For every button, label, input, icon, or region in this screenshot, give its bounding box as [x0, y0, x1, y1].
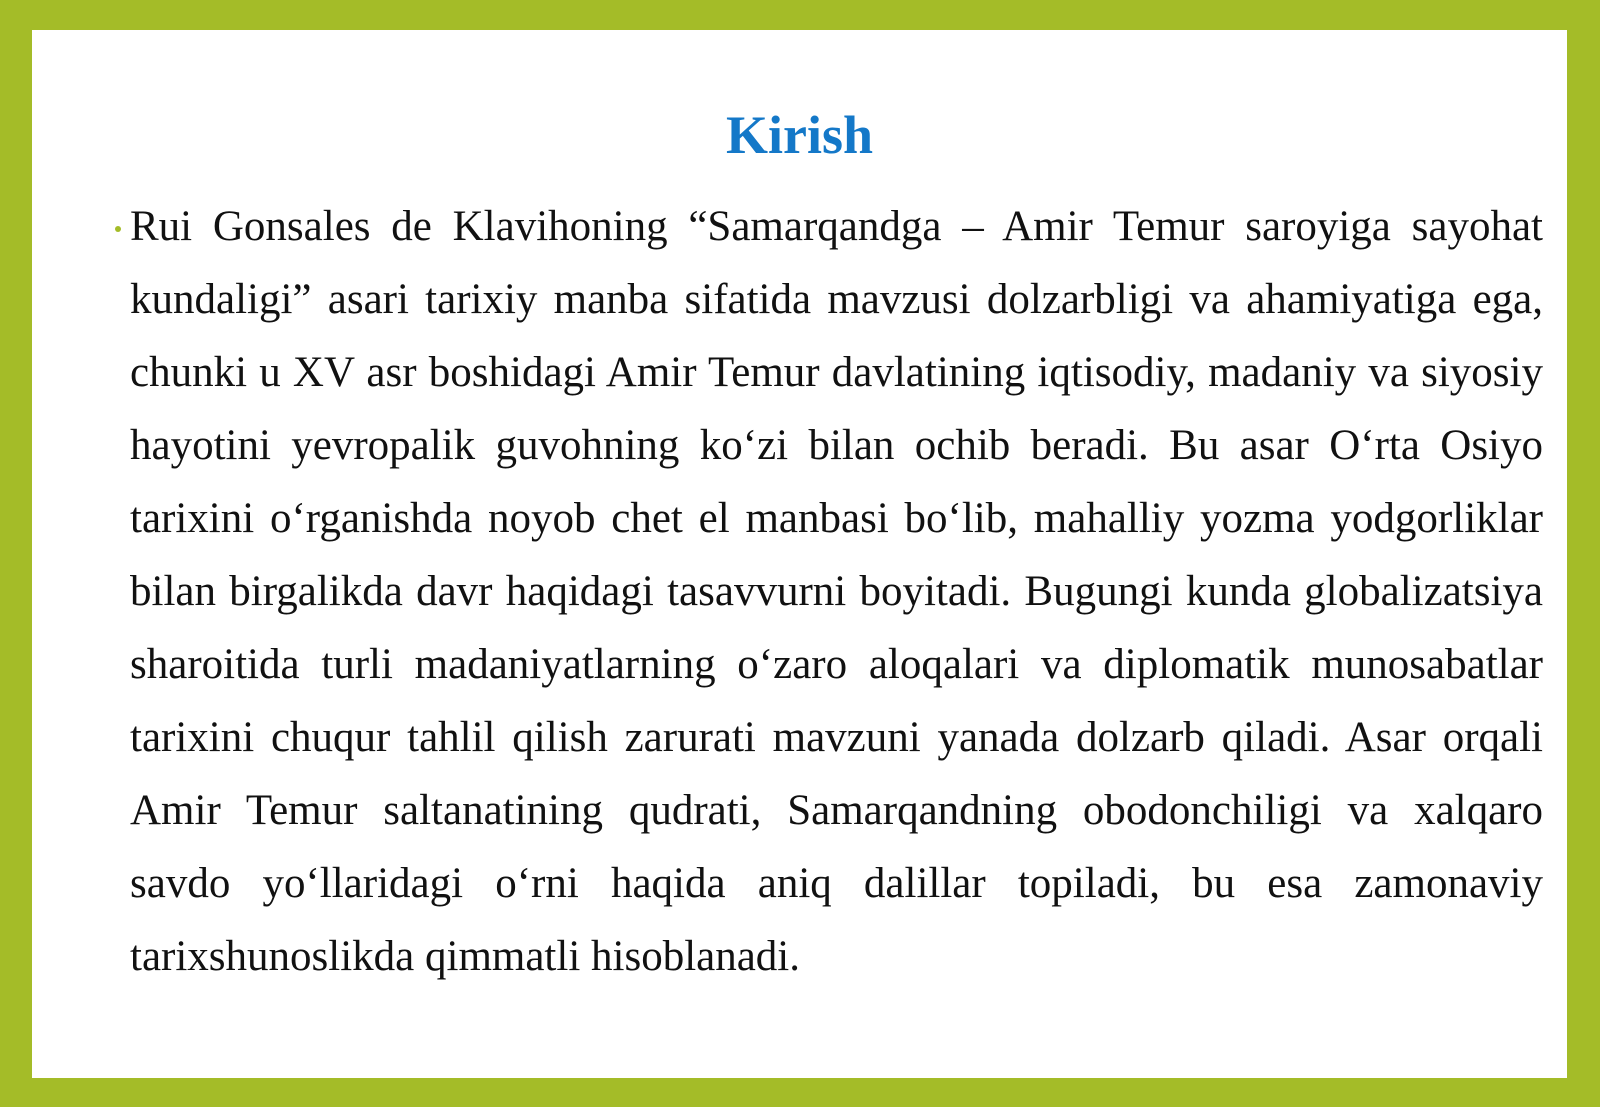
bullet-dot-icon: [115, 226, 121, 232]
bullet-item: [99, 190, 1544, 993]
slide-title: Kirish: [725, 105, 874, 165]
bullet-text: Rui Gonsales de Klavihoning “Samarqandga – Amir Temur saroyiga sayohat kundaligi” asari tarixiy manba sifatida mavzusi dolzarbligi va ahamiyatiga ega, chunki u XV asr boshidagi Amir Temur davlatining iqtisodiy, madaniy va siyosiy hayotini yevropalik guvohning ko‘zi bilan ochib beradi. Bu asar O‘rta Osiyo tarixini o‘rganishda noyob chet el manbasi bo‘lib, mahalliy yozma yodgorliklar bilan birgalikda davr haqidagi tasavvurni boyitadi. Bugungi kunda globalizatsiya sharoitida turli madaniyatlarning o‘zaro aloqalari va diplomatik munosabatlar tarixini chuqur tahlil qilish zarurati mavzuni yanada dolzarb qiladi. Asar orqali Amir Temur saltanatining qudrati, Samarqandning obodonchiligi va xalqaro savdo yo‘llaridagi o‘rni haqida aniq dalillar topiladi, bu esa zamonaviy tarixshunoslikda qimmatli hisoblanadi.: [130, 203, 1543, 980]
slide: [32, 30, 1567, 1078]
